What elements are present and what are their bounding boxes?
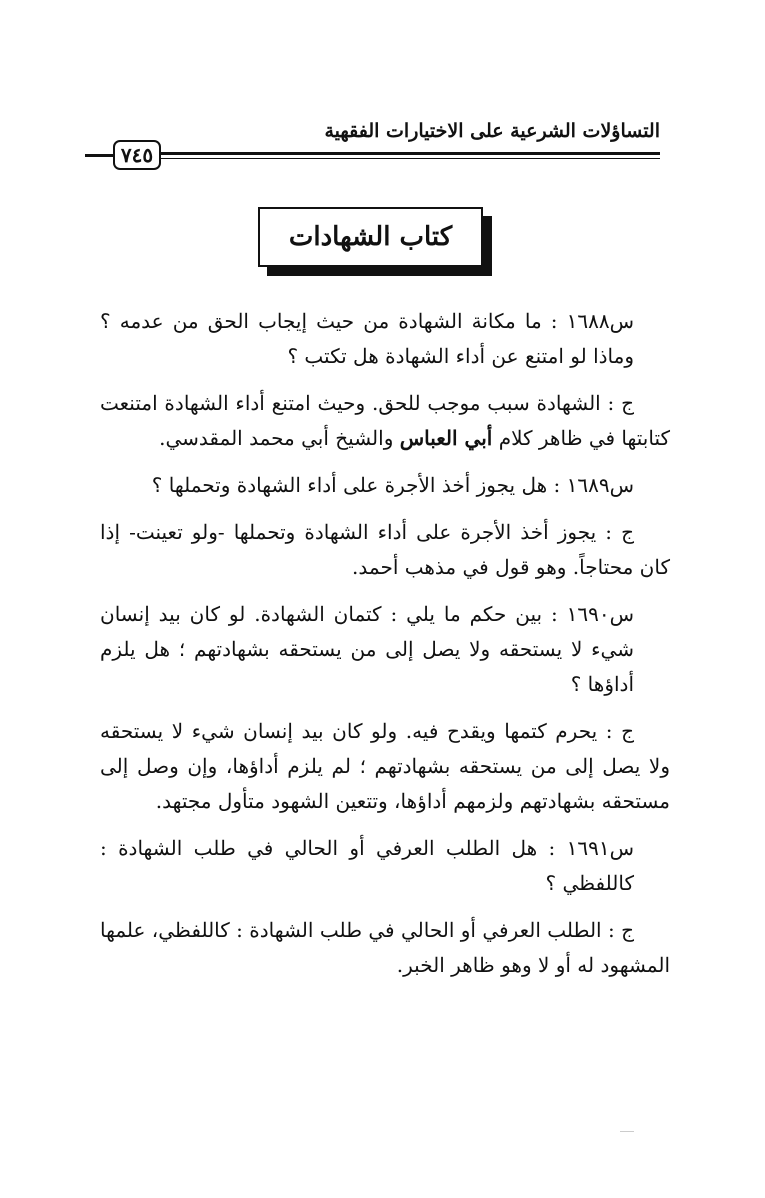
answer-1691: ج : الطلب العرفي أو الحالي في طلب الشهادة : كاللفظي، علمها المشهود له أو لا وهو ظاهر الخبر.: [100, 918, 670, 977]
question-1690: س١٦٩٠ : بين حكم ما يلي : كتمان الشهادة. لو كان بيد إنسان شيء لا يستحقه ولا يصل إلى من يستحقه بشهادتهم ؛ هل يلزم أداؤها ؟: [100, 602, 634, 696]
question-1688: س١٦٨٨ : ما مكانة الشهادة من حيث إيجاب الحق من عدمه ؟ وماذا لو امتنع عن أداء الشهادة هل تكتب ؟: [100, 309, 634, 368]
answer-text-end: والشيخ أبي محمد المقدسي.: [159, 426, 400, 450]
emphasized-name: أبي العباس: [399, 426, 493, 450]
header-rule-thick: [161, 152, 660, 155]
question-1691: س١٦٩١ : هل الطلب العرفي أو الحالي في طلب الشهادة : كاللفظي ؟: [100, 836, 634, 895]
running-title: التساؤلات الشرعية على الاختيارات الفقهية: [324, 120, 660, 142]
page-number: ٧٤٥: [113, 140, 161, 170]
answer-1689: ج : يجوز أخذ الأجرة على أداء الشهادة وتحملها -ولو تعينت- إذا كان محتاجاً. وهو قول في مذهب أحمد.: [100, 520, 670, 579]
answer-1690: ج : يحرم كتمها ويقدح فيه. ولو كان بيد إنسان شيء لا يستحقه ولا يصل إلى من يستحقه بشهادتهم ؛ لم يلزم أداؤها، وإن وصل إلى مستحقه بشهادتهم ولزمهم أداؤها، وتتعين الشهود متأول مجتهد.: [100, 719, 670, 813]
answer-1688: [100, 386, 670, 456]
header-rule-thin: [161, 158, 660, 159]
footer-mark: [620, 1131, 634, 1132]
header-rule-left: [85, 154, 113, 157]
chapter-title: كتاب الشهادات: [258, 207, 483, 267]
answer-text: ج : الشهادة سبب موجب للحق. وحيث امتنع أداء الشهادة امتنعت كتابتها في ظاهر كلام: [100, 391, 670, 450]
page-body: [100, 304, 670, 995]
question-1689: س١٦٨٩ : هل يجوز أخذ الأجرة على أداء الشهادة وتحملها ؟: [151, 473, 634, 497]
page-header: [95, 118, 660, 178]
